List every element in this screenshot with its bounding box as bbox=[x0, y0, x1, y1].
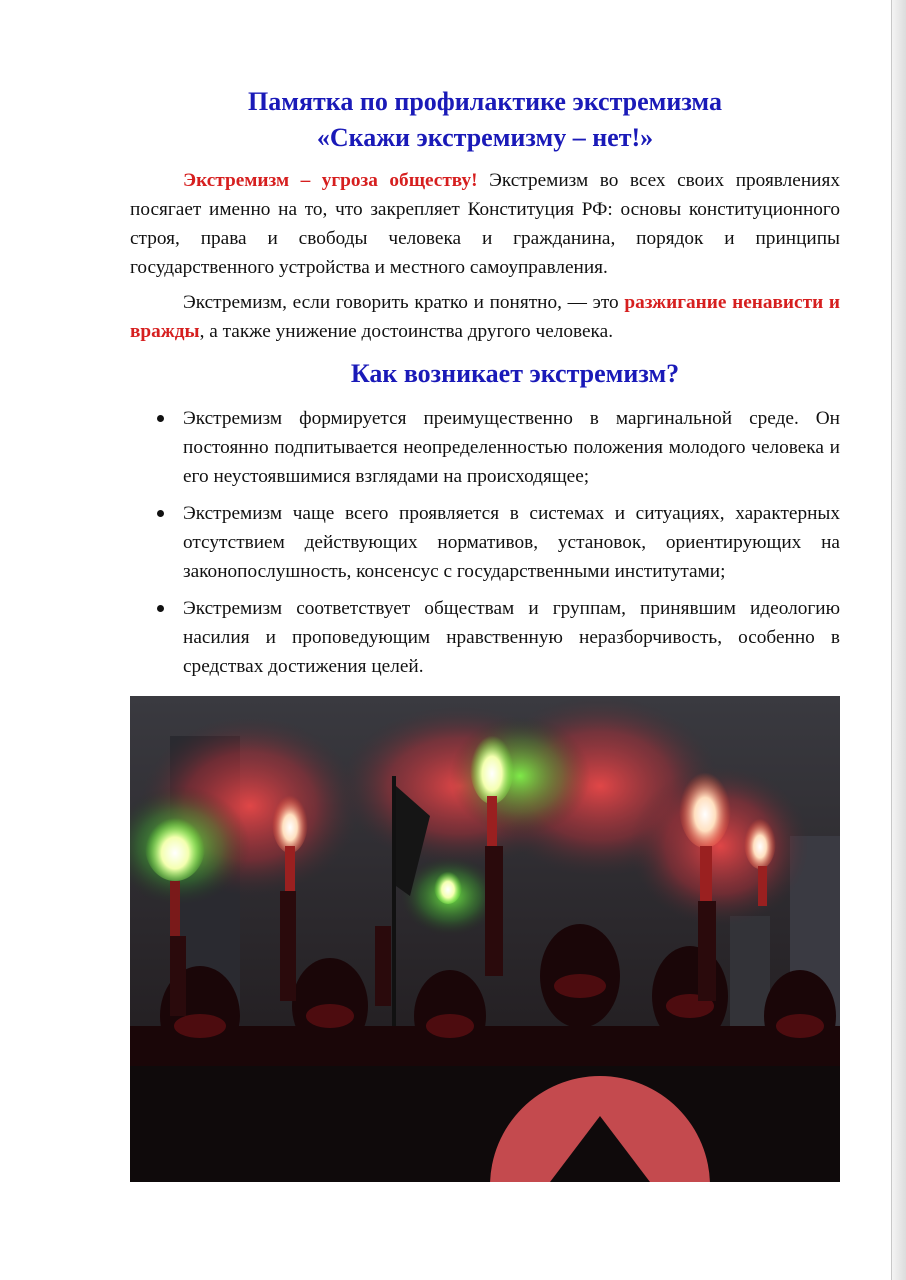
list-item-text: Экстремизм формируется преимущественно в маргинальной среде. Он постоянно подпитывается неопределенностью положения молодого человека и его неустоявшимися взглядами на происходящее; bbox=[183, 408, 840, 487]
bullet-icon bbox=[157, 415, 164, 422]
title-line-1: Памятка по профилактике экстремизма bbox=[248, 87, 722, 116]
intro-paragraph bbox=[130, 166, 840, 282]
list-item-text: Экстремизм чаще всего проявляется в системах и ситуациях, характерных отсутствием действующих нормативов, установок, ориентирующих на законопослушность, консенсус с государственными институтами; bbox=[183, 503, 840, 582]
list-item bbox=[130, 594, 840, 681]
definition-after: , а также унижение достоинства другого человека. bbox=[199, 321, 614, 342]
title-line-2: «Скажи экстремизму – нет!» bbox=[316, 123, 654, 152]
photo-illustration bbox=[130, 696, 840, 1182]
list-item-text: Экстремизм соответствует обществам и группам, принявшим идеологию насилия и проповедующим нравственную неразборчивость, особенно в средствах достижения целей. bbox=[183, 598, 840, 677]
list-item bbox=[130, 404, 840, 491]
intro-highlight: Экстремизм – угроза обществу! bbox=[183, 170, 478, 191]
definition-highlight: разжигание ненависти и вражды bbox=[130, 292, 840, 342]
list-item bbox=[130, 499, 840, 586]
bullet-icon bbox=[157, 510, 164, 517]
page-title bbox=[130, 84, 840, 156]
photo-masked-crowd-with-flares bbox=[130, 696, 840, 1182]
scrollbar-edge[interactable] bbox=[891, 0, 906, 1280]
definition-before: Экстремизм, если говорить кратко и понятно, — это bbox=[183, 292, 625, 313]
bullet-list bbox=[130, 404, 840, 681]
bullet-icon bbox=[157, 605, 164, 612]
section-heading: Как возникает экстремизм? bbox=[350, 359, 680, 388]
document-page bbox=[130, 84, 840, 689]
intro-text: Экстремизм во всех своих проявлениях посягает именно на то, что закрепляет Конституция РФ: основы конституционного строя, права и свободы человека и гражданина, порядок и принципы государственного устройства и местного самоуправления. bbox=[130, 170, 840, 278]
definition-paragraph bbox=[130, 288, 840, 346]
